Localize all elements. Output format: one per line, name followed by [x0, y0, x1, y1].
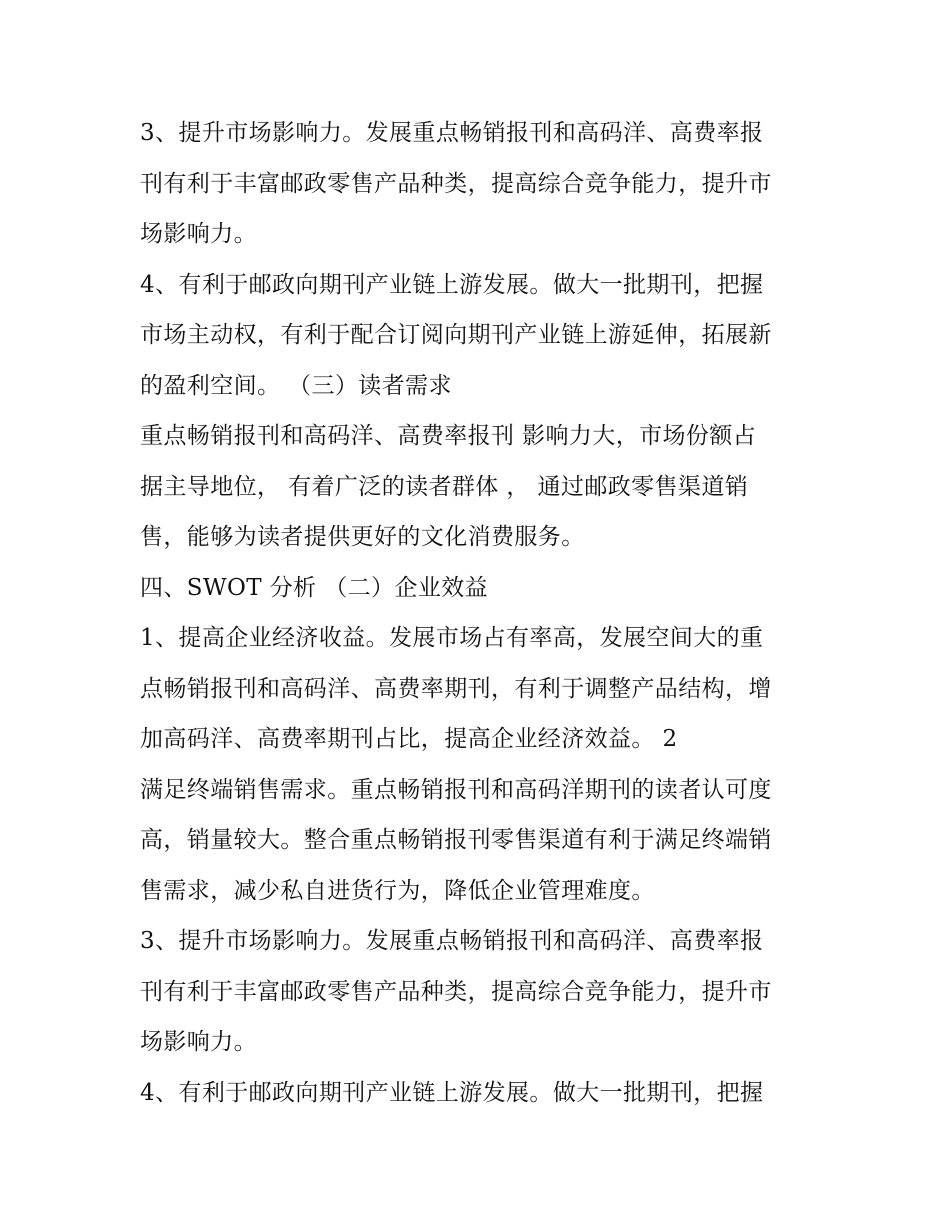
text-line: 场影响力。	[140, 1029, 257, 1055]
text-line: 刊有利于丰富邮政零售产品种类，提高综合竞争能力，提升市	[140, 978, 772, 1005]
text-line: 3、提升市场影响力。发展重点畅销报刊和高码洋、高费率报	[140, 928, 764, 954]
text-line: 高，销量较大。整合重点畅销报刊零售渠道有利于满足终端销	[140, 827, 772, 853]
text-line: 售需求，减少私自进货行为，降低企业管理难度。	[140, 877, 655, 904]
text-line: 1、提高企业经济收益。发展市场占有率高，发展空间大的重	[140, 625, 764, 651]
section-heading: 四、SWOT 分析 （二）企业效益	[140, 574, 489, 601]
text-line: 满足终端销售需求。重点畅销报刊和高码洋期刊的读者认可度	[140, 776, 772, 803]
text-line: 市场主动权，有利于配合订阅向期刊产业链上游延伸，拓展新	[140, 322, 772, 348]
text-line: 场影响力。	[140, 221, 257, 247]
text-line: 4、有利于邮政向期刊产业链上游发展。做大一批期刊，把握	[140, 271, 764, 298]
text-line: 加高码洋、高费率期刊占比，提高企业经济效益。 2	[140, 726, 678, 752]
text-line: 3、提升市场影响力。发展重点畅销报刊和高码洋、高费率报	[140, 120, 764, 146]
text-line: 点畅销报刊和高码洋、高费率期刊，有利于调整产品结构，增	[140, 675, 772, 702]
text-line: 重点畅销报刊和高码洋、高费率报刊 影响力大，市场份额占	[140, 423, 757, 449]
text-line: 刊有利于丰富邮政零售产品种类，提高综合竞争能力，提升市	[140, 170, 772, 197]
text-line: 售，能够为读者提供更好的文化消费服务。	[140, 524, 585, 550]
text-line: 的盈利空间。 （三）读者需求	[140, 372, 452, 399]
text-line: 据主导地位， 有着广泛的读者群体 ， 通过邮政零售渠道销	[140, 473, 749, 500]
body-text	[140, 108, 820, 1118]
text-line: 4、有利于邮政向期刊产业链上游发展。做大一批期刊，把握	[140, 1079, 764, 1106]
